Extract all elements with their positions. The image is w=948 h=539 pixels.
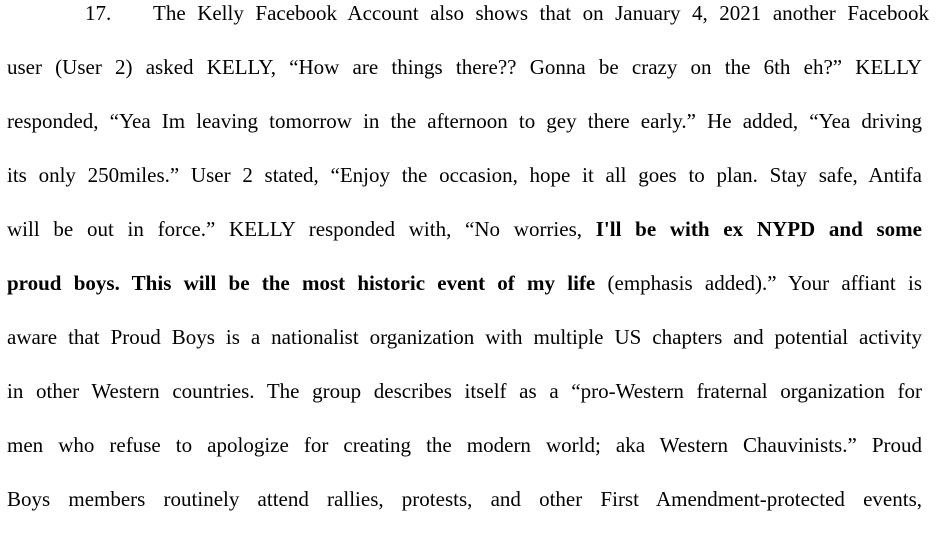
text-segment: responded, “Yea Im leaving tomorrow in the afternoon to gey there early.” He added, “Yea driving (7, 109, 922, 133)
line-text (153, 0, 929, 28)
text-segment: will be out in force.” KELLY responded with, “No worries, (7, 217, 596, 241)
paragraph-line-6 (7, 268, 922, 298)
emphasized-text: proud boys. This will be the most historic event of my life (7, 271, 596, 295)
paragraph-line-4 (7, 160, 922, 190)
emphasized-text: I'll be with ex NYPD and some (595, 217, 922, 241)
text-segment: in other Western countries. The group describes itself as a “pro-Western fraternal organization for (7, 379, 922, 403)
text-segment: men who refuse to apologize for creating the modern world; aka Western Chauvinists.” Proud (7, 433, 922, 457)
paragraph-line-1 (7, 0, 929, 28)
text-segment: aware that Proud Boys is a nationalist organization with multiple US chapters and potential activity (7, 325, 922, 349)
text-segment: Boys members routinely attend rallies, protests, and other First Amendment-protected events, (7, 487, 922, 511)
text-segment: user (User 2) asked KELLY, “How are things there?? Gonna be crazy on the 6th eh?” KELLY (7, 55, 922, 79)
paragraph-line-2 (7, 52, 922, 82)
paragraph-line-7 (7, 322, 922, 352)
paragraph-line-5 (7, 214, 922, 244)
text-segment: (emphasis added).” Your affiant is (595, 271, 923, 295)
paragraph-line-3 (7, 106, 922, 136)
paragraph-line-9 (7, 430, 922, 460)
paragraph-number: 17. (85, 1, 112, 25)
paragraph-line-10 (7, 484, 922, 514)
paragraph-line-8 (7, 376, 922, 406)
text-segment: its only 250miles.” User 2 stated, “Enjoy the occasion, hope it all goes to plan. Stay safe, Antifa (7, 163, 922, 187)
text-segment: The Kelly Facebook Account also shows that on January 4, 2021 another Facebook (153, 1, 929, 25)
